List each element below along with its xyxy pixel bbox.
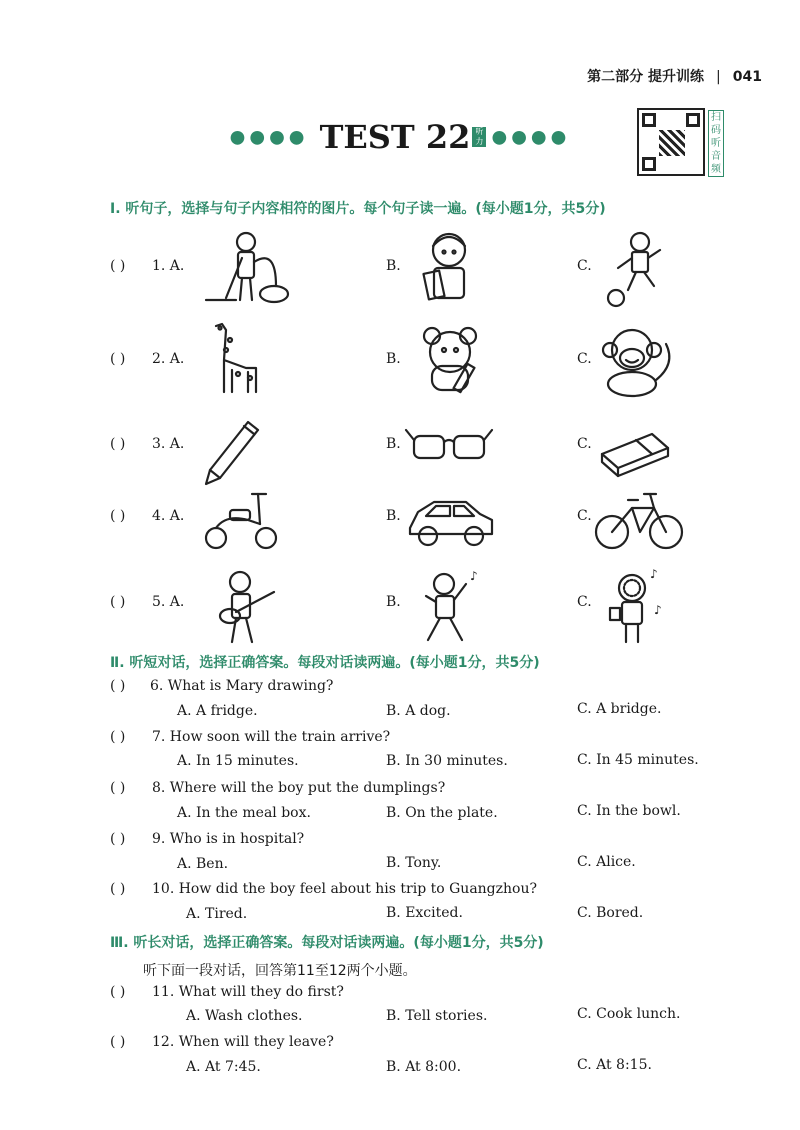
- svg-text:♪: ♪: [470, 569, 478, 583]
- question-text: 11. What will they do first?: [152, 984, 344, 1000]
- answer-blank[interactable]: ( ): [110, 831, 126, 847]
- bicycle-icon[interactable]: [592, 480, 688, 564]
- drawing-boy-icon[interactable]: [404, 228, 500, 312]
- car-icon[interactable]: [404, 480, 500, 564]
- option-c-label: C.: [577, 508, 592, 524]
- option-a: A. Wash clothes.: [186, 1008, 303, 1024]
- music-boy-icon[interactable]: [592, 568, 688, 652]
- option-b: B. At 8:00.: [386, 1059, 462, 1075]
- question-text: 12. When will they leave?: [152, 1034, 334, 1050]
- header-divider: |: [716, 69, 721, 85]
- monkey-icon[interactable]: [592, 320, 688, 404]
- option-c-label: C.: [577, 351, 592, 367]
- qr-code-icon[interactable]: [637, 108, 705, 176]
- option-a: A. In 15 minutes.: [177, 753, 299, 769]
- section-2-heading: Ⅱ. 听短对话，选择正确答案。每段对话读两遍。(每小题1分，共5分): [110, 655, 540, 671]
- option-a-label: 2. A.: [152, 351, 185, 367]
- option-b: B. In 30 minutes.: [386, 753, 508, 769]
- option-b-label: B.: [386, 594, 401, 610]
- question-text: 6. What is Mary drawing?: [150, 678, 334, 694]
- option-b-label: B.: [386, 436, 401, 452]
- option-c: C. In the bowl.: [577, 803, 681, 819]
- page-number: 041: [732, 69, 762, 85]
- option-c: C. Alice.: [577, 854, 636, 870]
- option-b-label: B.: [386, 351, 401, 367]
- answer-blank[interactable]: ( ): [110, 881, 126, 897]
- option-c: C. In 45 minutes.: [577, 752, 699, 768]
- section-1-heading: Ⅰ. 听句子，选择与句子内容相符的图片。每个句子读一遍。(每小题1分，共5分): [110, 201, 606, 217]
- option-b-label: B.: [386, 258, 401, 274]
- svg-text:♪: ♪: [650, 568, 658, 581]
- option-c: C. Bored.: [577, 905, 644, 921]
- option-c: C. A bridge.: [577, 701, 662, 717]
- guitar-boy-icon[interactable]: [196, 568, 292, 652]
- answer-blank[interactable]: ( ): [110, 1034, 126, 1050]
- header-section: 第二部分 提升训练: [587, 69, 705, 85]
- option-a: A. Tired.: [186, 906, 248, 922]
- answer-blank[interactable]: ( ): [110, 594, 126, 610]
- giraffe-icon[interactable]: [196, 320, 292, 404]
- question-text: 9. Who is in hospital?: [152, 831, 305, 847]
- page-header: [587, 66, 762, 86]
- qr-label: 扫码听音频: [708, 110, 724, 177]
- option-c-label: C.: [577, 258, 592, 274]
- option-a: A. Ben.: [177, 856, 229, 872]
- option-a-label: 3. A.: [152, 436, 185, 452]
- svg-text:♪: ♪: [654, 603, 662, 617]
- option-b-label: B.: [386, 508, 401, 524]
- listening-badge: 听力: [472, 127, 486, 147]
- section-3-heading: Ⅲ. 听长对话，选择正确答案。每段对话读两遍。(每小题1分，共5分): [110, 935, 544, 951]
- bear-icon[interactable]: [404, 320, 500, 404]
- answer-blank[interactable]: ( ): [110, 351, 126, 367]
- answer-blank[interactable]: ( ): [110, 729, 126, 745]
- option-a-label: 1. A.: [152, 258, 185, 274]
- answer-blank[interactable]: ( ): [110, 258, 126, 274]
- question-text: 7. How soon will the train arrive?: [152, 729, 391, 745]
- option-b: B. Tell stories.: [386, 1008, 488, 1024]
- option-a: A. At 7:45.: [186, 1059, 261, 1075]
- scooter-icon[interactable]: [196, 480, 292, 564]
- option-c: C. At 8:15.: [577, 1057, 652, 1073]
- answer-blank[interactable]: ( ): [110, 508, 126, 524]
- option-b: B. A dog.: [386, 703, 451, 719]
- option-a-label: 4. A.: [152, 508, 185, 524]
- section-3-intro: 听下面一段对话，回答第11至12两个小题。: [143, 963, 417, 979]
- title-dots-right: ●●●●: [491, 126, 571, 148]
- option-c-label: C.: [577, 436, 592, 452]
- answer-blank[interactable]: ( ): [110, 984, 126, 1000]
- answer-blank[interactable]: ( ): [110, 780, 126, 796]
- title-dots-left: ●●●●: [229, 126, 309, 148]
- singing-boy-icon[interactable]: [404, 568, 500, 652]
- option-c-label: C.: [577, 594, 592, 610]
- soccer-boy-icon[interactable]: [592, 228, 688, 312]
- option-b: B. Excited.: [386, 905, 463, 921]
- answer-blank[interactable]: ( ): [110, 436, 126, 452]
- answer-blank[interactable]: ( ): [110, 678, 126, 694]
- option-b: B. On the plate.: [386, 805, 498, 821]
- question-text: 10. How did the boy feel about his trip to Guangzhou?: [152, 881, 537, 897]
- option-c: C. Cook lunch.: [577, 1006, 681, 1022]
- option-a: A. In the meal box.: [177, 805, 311, 821]
- option-a: A. A fridge.: [177, 703, 258, 719]
- option-b: B. Tony.: [386, 855, 442, 871]
- option-a-label: 5. A.: [152, 594, 185, 610]
- vacuum-cleaning-boy-icon[interactable]: [196, 228, 292, 312]
- question-text: 8. Where will the boy put the dumplings?: [152, 780, 446, 796]
- title-text: TEST 22: [319, 118, 471, 156]
